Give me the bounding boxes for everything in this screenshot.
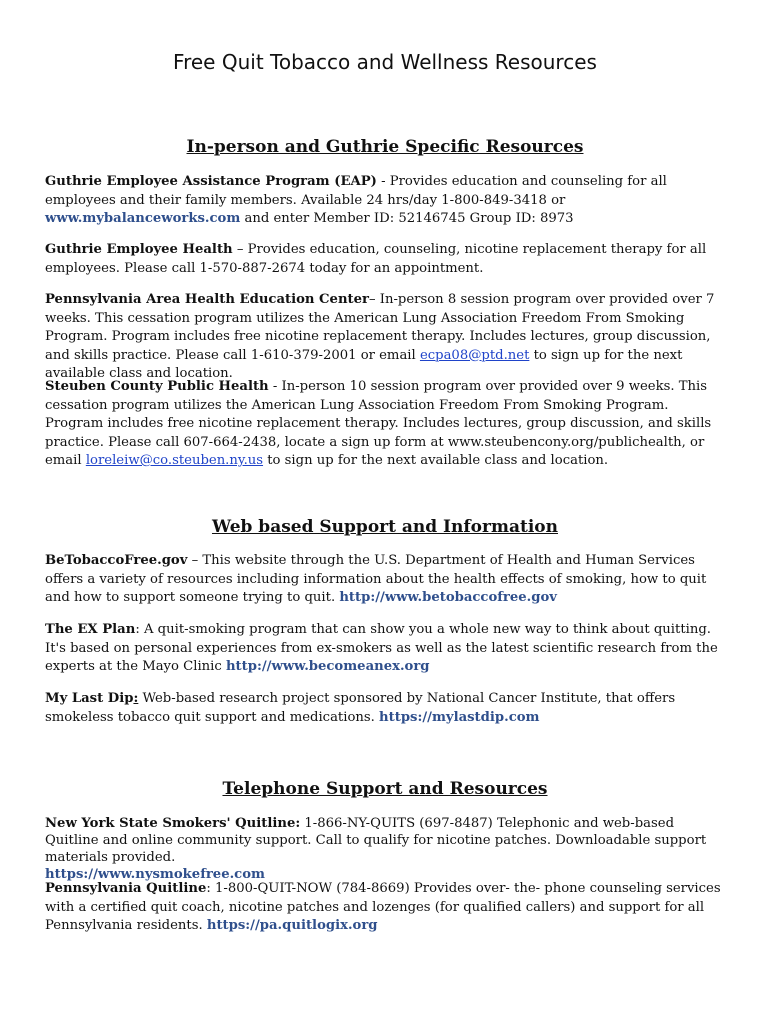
mybalanceworks-link[interactable]: www.mybalanceworks.com [45,211,241,226]
resource-betobaccofree [45,552,729,608]
nysmokefree-link[interactable]: https://www.nysmokefree.com [45,867,265,882]
resource-description: – Provides education, counseling, nicotine replacement therapy for all employees. Please call 1-570-887-2674 today for an appointment. [45,242,707,276]
resource-name: Pennsylvania Area Health Education Center [45,292,369,307]
resource-steuben-county [45,378,729,471]
resource-description: – In-person 8 session program over provided over 7 weeks. This cessation program utilizes the American Lung Association Freedom From Smoking Program. Program includes free nicotine replacement therapy. Includes lectures, group discussion, and skills practice. Please call 1-610-379-2001 or email [45,292,715,363]
becomeanex-link[interactable]: http://www.becomeanex.org [225,659,430,674]
resource-pa-ahec [45,291,729,384]
resource-guthrie-employee-health [45,241,729,278]
section-heading-telephone: Telephone Support and Resources [222,779,548,799]
section-heading-in-person: In-person and Guthrie Specific Resources [186,137,584,157]
resource-description-cont: to sign up for the next available class and location. [263,453,609,468]
resource-description: Web-based research project sponsored by National Cancer Institute, that offers smokeless tobacco quit support and medications. [45,691,676,725]
resource-guthrie-eap [45,173,729,229]
resource-name: The EX Plan [45,622,136,637]
resource-ex-plan [45,621,729,677]
resource-description: - In-person 10 session program over provided over 9 weeks. This cessation program utilizes the American Lung Association Freedom From Smoking Program. Program includes free nicotine replacement therapy. Includes lectures, group discussion, and skills practice. Please call 607-664-2438, locate a sign up form at www.steubencony.org/publichealth, or email [45,379,712,468]
resource-nys-quitline [45,815,729,883]
betobaccofree-link[interactable]: http://www.betobaccofree.gov [339,590,557,605]
resource-description: – This website through the U.S. Department of Health and Human Services offers a variety of resources including information about the health effects of smoking, how to quit and how to support someone trying to quit. [45,553,707,605]
resource-name: Steuben County Public Health [45,379,269,394]
resource-name: Guthrie Employee Assistance Program (EAP) [45,174,377,189]
resource-description: : 1-800-QUIT-NOW (784-8669) Provides over- the- phone counseling services with a certified quit coach, nicotine patches and lozenges (for qualified callers) and support for all Pennsylvania residents. [45,881,721,933]
resource-pa-quitline [45,880,729,936]
quitlogix-link[interactable]: https://pa.quitlogix.org [206,918,378,933]
section-heading-web: Web based Support and Information [211,517,558,537]
document-title: Free Quit Tobacco and Wellness Resources [173,50,597,74]
resource-description: - Provides education and counseling for all employees and their family members. Available 24 hrs/day 1-800-849-3418 or [45,174,667,208]
resource-name: My Last Dip [45,691,134,706]
resource-name: New York State Smokers' Quitline: [45,816,301,831]
steuben-email-link[interactable]: loreleiw@co.steuben.ny.us [85,453,264,468]
resource-my-last-dip [45,690,729,727]
mylastdip-link[interactable]: https://mylastdip.com [379,709,540,725]
resource-name-colon: : [133,691,139,706]
resource-name: BeTobaccoFree.gov [45,553,188,568]
resource-name: Guthrie Employee Health [45,242,233,257]
resource-name: Pennsylvania Quitline [45,881,207,896]
resource-description-cont: and enter Member ID: 52146745 Group ID: 8973 [240,211,574,226]
ecpa-email-link[interactable]: ecpa08@ptd.net [419,347,530,363]
resource-description: : A quit-smoking program that can show you a whole new way to think about quitting. It's based on personal experiences from ex-smokers as well as the latest scientific research from the experts at the Mayo Clinic [45,622,718,674]
resource-description: 1-866-NY-QUITS (697-8487) Telephonic and web-based Quitline and online community support. Call to qualify for nicotine patches. Downloadable support materials provided. [45,816,707,865]
resource-description-cont: to sign up for the next available class and location. [45,347,683,381]
